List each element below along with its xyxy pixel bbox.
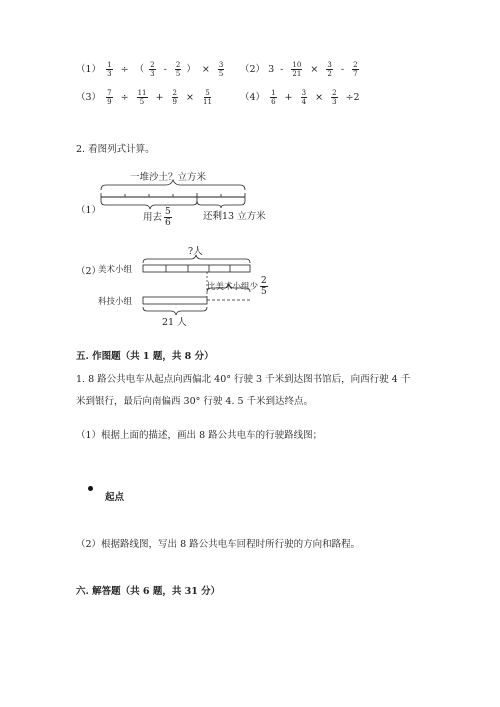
used-label <box>143 207 174 228</box>
used-prefix: 用去 <box>143 212 163 223</box>
operator: ÷ <box>120 92 129 103</box>
denominator: 3 <box>332 98 337 106</box>
problem-label: （2） <box>240 64 266 75</box>
count-label: 21 人 <box>162 317 187 328</box>
operator: - <box>340 64 345 75</box>
problem-label: （1） <box>76 64 102 75</box>
denominator: 6 <box>165 218 171 228</box>
start-point-dot <box>88 486 93 491</box>
denominator: 11 <box>203 98 212 106</box>
section6-title: 六. 解答题（共 6 题，共 31 分） <box>76 586 221 597</box>
numerator: 3 <box>301 89 307 97</box>
start-label: 起点 <box>105 492 125 503</box>
denominator: 21 <box>292 70 302 78</box>
denominator: 5 <box>175 70 181 78</box>
less-prefix: 比美术小组少 <box>207 282 259 292</box>
operator: + <box>284 92 293 103</box>
numerator: 2 <box>175 61 181 69</box>
numerator: 11 <box>137 89 147 97</box>
operator: - <box>163 64 167 75</box>
unknown-people-label: ?人 <box>188 246 203 257</box>
art-group-label: 美术小组 <box>98 265 133 275</box>
operator: × <box>201 64 210 75</box>
numerator: 2 <box>332 89 337 97</box>
sub-question-1: （1）根据上面的描述，画出 8 路公共电车的行驶路线图； <box>76 430 323 441</box>
sub-question-2: （2）根据路线图，写出 8 路公共电车回程时所行驶的方向和路程。 <box>76 539 361 550</box>
numerator: 2 <box>353 61 358 69</box>
numerator: 2 <box>261 276 267 286</box>
denominator: 6 <box>271 98 276 106</box>
operator: × <box>315 92 324 103</box>
paren: ） <box>186 64 196 75</box>
numerator: 10 <box>292 61 302 69</box>
denominator: 5 <box>218 70 224 78</box>
problem-label: （4） <box>240 92 266 103</box>
problem-label: （3） <box>76 92 102 103</box>
numerator: 1 <box>107 61 112 69</box>
operator: ÷ <box>120 64 129 75</box>
denominator: 5 <box>261 287 267 297</box>
used-fraction <box>164 207 172 228</box>
numerator: 7 <box>107 89 112 97</box>
numerator: 5 <box>165 207 171 217</box>
section2-title: 2. 看图列式计算。 <box>76 144 155 155</box>
numerator: 2 <box>150 61 155 69</box>
numerator: 5 <box>205 89 210 97</box>
operator: ÷2 <box>345 92 360 103</box>
art-bar <box>143 265 250 272</box>
numerator: 2 <box>172 89 177 97</box>
denominator: 9 <box>107 98 112 106</box>
denominator: 9 <box>172 98 177 106</box>
operator: + <box>155 92 164 103</box>
operator: × <box>310 64 319 75</box>
operator: × <box>186 92 194 103</box>
less-fraction <box>260 276 268 297</box>
question-line-1: 1. 8 路公共电车从起点向西偏北 40° 行驶 3 千米到达图书馆后，向西行驶 4 千 <box>76 374 411 385</box>
numerator: 3 <box>327 61 332 69</box>
denominator: 3 <box>107 70 112 78</box>
numerator: 3 <box>218 61 224 69</box>
tech-group-label: 科技小组 <box>98 297 133 307</box>
paren: （ <box>134 64 145 75</box>
total-label: 一堆沙土？立方米 <box>130 172 207 183</box>
denominator: 4 <box>301 98 307 106</box>
denominator: 3 <box>150 70 155 78</box>
question-line-2: 米到银行，最后向南偏西 30° 行驶 4. 5 千米到达终点。 <box>76 396 314 407</box>
less-label <box>207 276 270 297</box>
section5-title: 五. 作图题（共 1 题，共 8 分） <box>76 351 214 362</box>
denominator: 2 <box>327 70 332 78</box>
remaining-label: 还剩13 立方米 <box>203 211 266 222</box>
tech-bar <box>143 297 207 304</box>
diagram1-label: （1） <box>76 205 102 216</box>
denominator: 7 <box>353 70 358 78</box>
operator: - <box>280 64 284 75</box>
diagram2-label: （2） <box>76 266 102 277</box>
left-brace <box>197 201 245 208</box>
numerator: 1 <box>271 89 276 97</box>
denominator: 5 <box>139 98 145 106</box>
number: 3 <box>268 64 275 75</box>
